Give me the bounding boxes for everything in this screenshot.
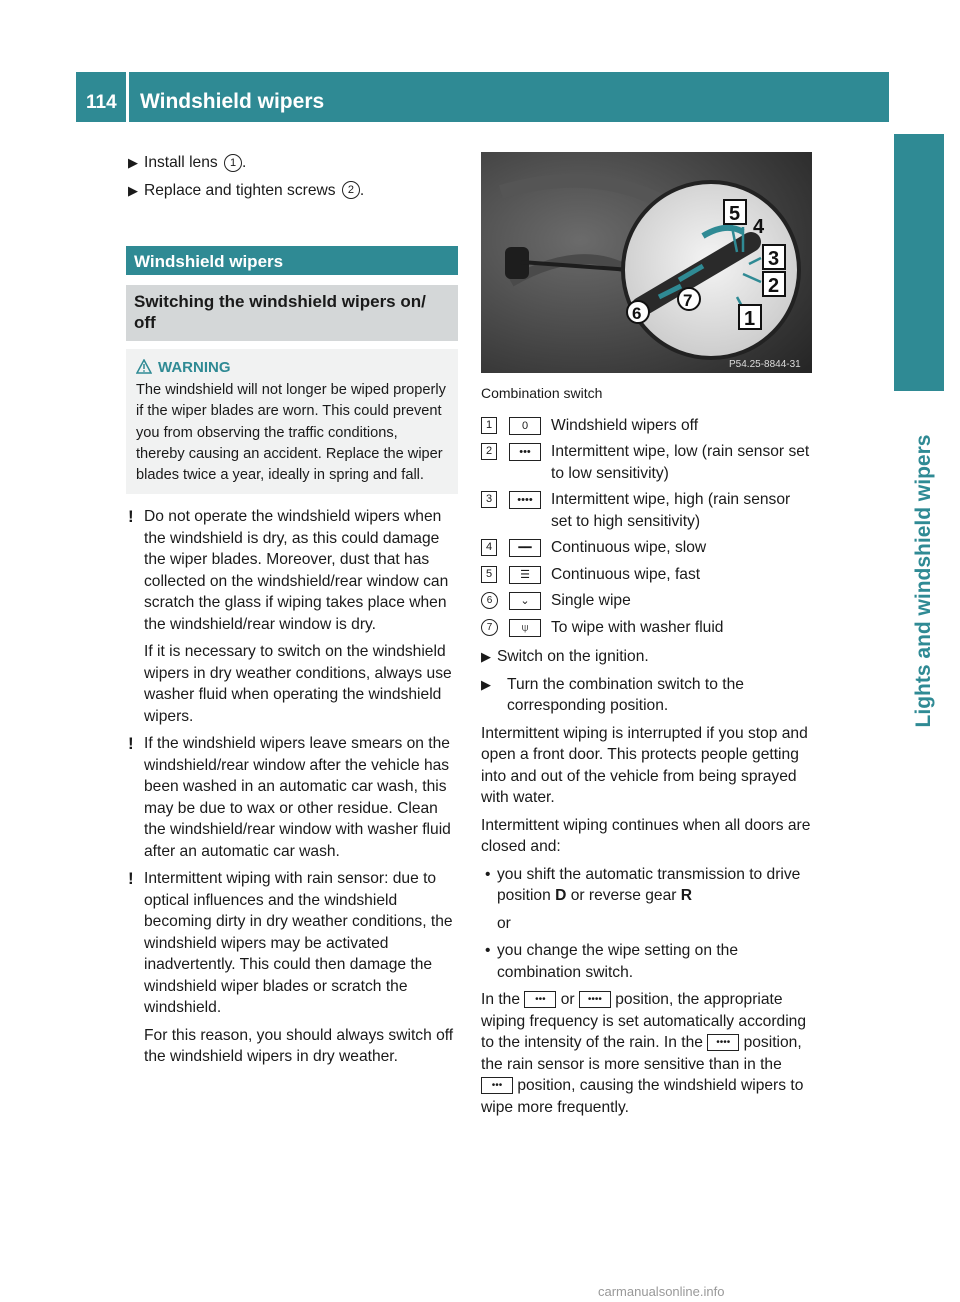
right-column xyxy=(481,152,814,1124)
bullet-icon: • xyxy=(485,942,491,959)
continuous-slow-symbol-icon: ━━ xyxy=(509,539,541,557)
callout-2: 2 xyxy=(342,181,360,199)
section-title: Windshield wipers xyxy=(126,246,458,275)
header-separator xyxy=(126,72,129,122)
bullet-icon: • xyxy=(485,865,491,883)
photo-callout-3: 3 xyxy=(768,248,780,270)
intermittent-high-symbol-icon: •••• xyxy=(579,991,611,1008)
step-ignition: ▶ Switch on the ignition. xyxy=(481,646,814,668)
step-arrow-icon: ▶ xyxy=(128,155,138,170)
note-smears: ! If the windshield wipers leave smears on the windshield/rear window after the vehicle has been washed in an automatic car wash, this may be due to wax or other residue. Clean the windshield/rear window with washer fluid after an automatic car wash. xyxy=(128,734,451,860)
paragraph-intermittent-interrupted: Intermittent wiping is interrupted if you stop and open a front door. This protects people getting into and out of the vehicle from being sprayed with water. xyxy=(481,724,808,806)
step-arrow-icon: ▶ xyxy=(481,649,491,664)
photo-caption: Combination switch xyxy=(481,385,603,401)
photo-callout-2: 2 xyxy=(768,275,780,297)
photo-code: P54.25-8844-31 xyxy=(729,359,801,370)
warning-box xyxy=(126,349,458,494)
step-install-lens: ▶ Install lens 1 . xyxy=(118,152,458,174)
intermittent-low-symbol-icon: ••• xyxy=(524,991,556,1008)
callout-1: 1 xyxy=(224,154,242,172)
wipers-off-symbol-icon: 0 xyxy=(509,417,541,435)
item-number: 3 xyxy=(481,491,497,508)
note-dry-windshield: ! Do not operate the windshield wipers when the windshield is dry, as this could damage the wiper blades. Moreover, dust that has collected on the windshield/rear window can scratch the glass if wiping takes place when the windshield/rear window is dry. If it is necessary to switch on the windshield wipers in dry weather conditions, always use washer fluid when operating the windshield wipers. xyxy=(128,507,452,725)
item-number: 4 xyxy=(481,539,497,556)
combination-switch-photo xyxy=(481,152,812,373)
item-number: 5 xyxy=(481,566,497,583)
intermittent-high-symbol-icon: •••• xyxy=(509,491,541,509)
switch-position-1: 1 0 Windshield wipers off xyxy=(481,415,814,437)
combination-switch-illustration xyxy=(481,152,812,373)
item-number: 1 xyxy=(481,417,497,434)
continuous-fast-symbol-icon: ☰ xyxy=(509,566,541,584)
switch-position-5: 5 ☰ Continuous wipe, fast xyxy=(481,564,814,586)
side-tab xyxy=(904,396,944,766)
note-rain-sensor: ! Intermittent wiping with rain sensor: due to optical influences and the windshield becoming dirty in dry weather conditions, the windshield wipers may be activated inadvertently. This could then damage the windshield wiper blades or scratch the windshield. For this reason, you should always switch off the windshield wipers in dry weather. xyxy=(128,869,454,1066)
photo-callout-1: 1 xyxy=(744,308,756,330)
step-replace-screws: ▶ Replace and tighten screws 2 . xyxy=(118,180,458,202)
photo-callout-5: 5 xyxy=(729,203,741,225)
step-turn-switch: ▶ Turn the combination switch to the corresponding position. xyxy=(481,675,744,714)
paragraph-rain-sensor: In the ••• or •••• position, the appropriate wiping frequency is set automatically according to the intensity of the rain. In the •••• position, the rain sensor is more sensitive than in the ••• position, causing the windshield wipers to wipe more frequently. xyxy=(481,991,807,1116)
switch-position-6: 6 ⌄ Single wipe xyxy=(481,590,814,612)
item-number: 6 xyxy=(481,592,498,609)
switch-position-7: 7 ⍦ To wipe with washer fluid xyxy=(481,617,814,639)
or-word: or xyxy=(497,914,511,932)
item-number: 7 xyxy=(481,619,498,636)
page-title: Windshield wipers xyxy=(140,90,325,113)
subsection-title: Switching the windshield wipers on/ off xyxy=(126,285,458,341)
bullet-change-setting: • you change the wipe setting on the combination switch. xyxy=(485,942,739,981)
step-arrow-icon: ▶ xyxy=(128,182,138,198)
photo-callout-7: 7 xyxy=(683,291,693,310)
side-tab-label: Lights and windshield wipers xyxy=(912,434,935,728)
item-number: 2 xyxy=(481,443,497,460)
exclamation-icon: ! xyxy=(128,734,134,754)
warning-body: The windshield will not longer be wiped properly if the wiper blades are worn. This could prevent you from observing the traffic conditions, thereby causing an accident. Replace the wiper blades twice a year, ideally in spring and fall. xyxy=(136,382,446,484)
bullet-shift-transmission: • you shift the automatic transmission to drive position D or reverse gear R xyxy=(485,865,801,904)
step-arrow-icon: ▶ xyxy=(481,676,491,692)
watermark: carmanualsonline.info xyxy=(598,1284,725,1299)
warning-heading: WARNING xyxy=(136,357,450,378)
photo-callout-6: 6 xyxy=(632,304,642,323)
exclamation-icon: ! xyxy=(128,507,134,527)
switch-position-2: 2 ••• Intermittent wipe, low (rain sensor set to low sensitivity) xyxy=(481,441,814,484)
switch-position-4: 4 ━━ Continuous wipe, slow xyxy=(481,537,814,559)
exclamation-icon: ! xyxy=(128,869,134,889)
side-color-block xyxy=(894,134,944,391)
intermittent-low-symbol-icon: ••• xyxy=(509,443,541,461)
switch-position-3: 3 •••• Intermittent wipe, high (rain sensor set to high sensitivity) xyxy=(481,489,814,532)
washer-fluid-symbol-icon: ⍦ xyxy=(509,619,541,637)
intermittent-low-symbol-icon: ••• xyxy=(481,1077,513,1094)
single-wipe-symbol-icon: ⌄ xyxy=(509,592,541,610)
paragraph-intermittent-continues: Intermittent wiping continues when all doors are closed and: xyxy=(481,816,811,855)
photo-callout-4: 4 xyxy=(753,216,765,238)
intermittent-high-symbol-icon: •••• xyxy=(707,1034,739,1051)
page-number: 114 xyxy=(86,92,117,113)
warning-triangle-icon xyxy=(136,359,152,374)
left-column xyxy=(118,152,458,1074)
